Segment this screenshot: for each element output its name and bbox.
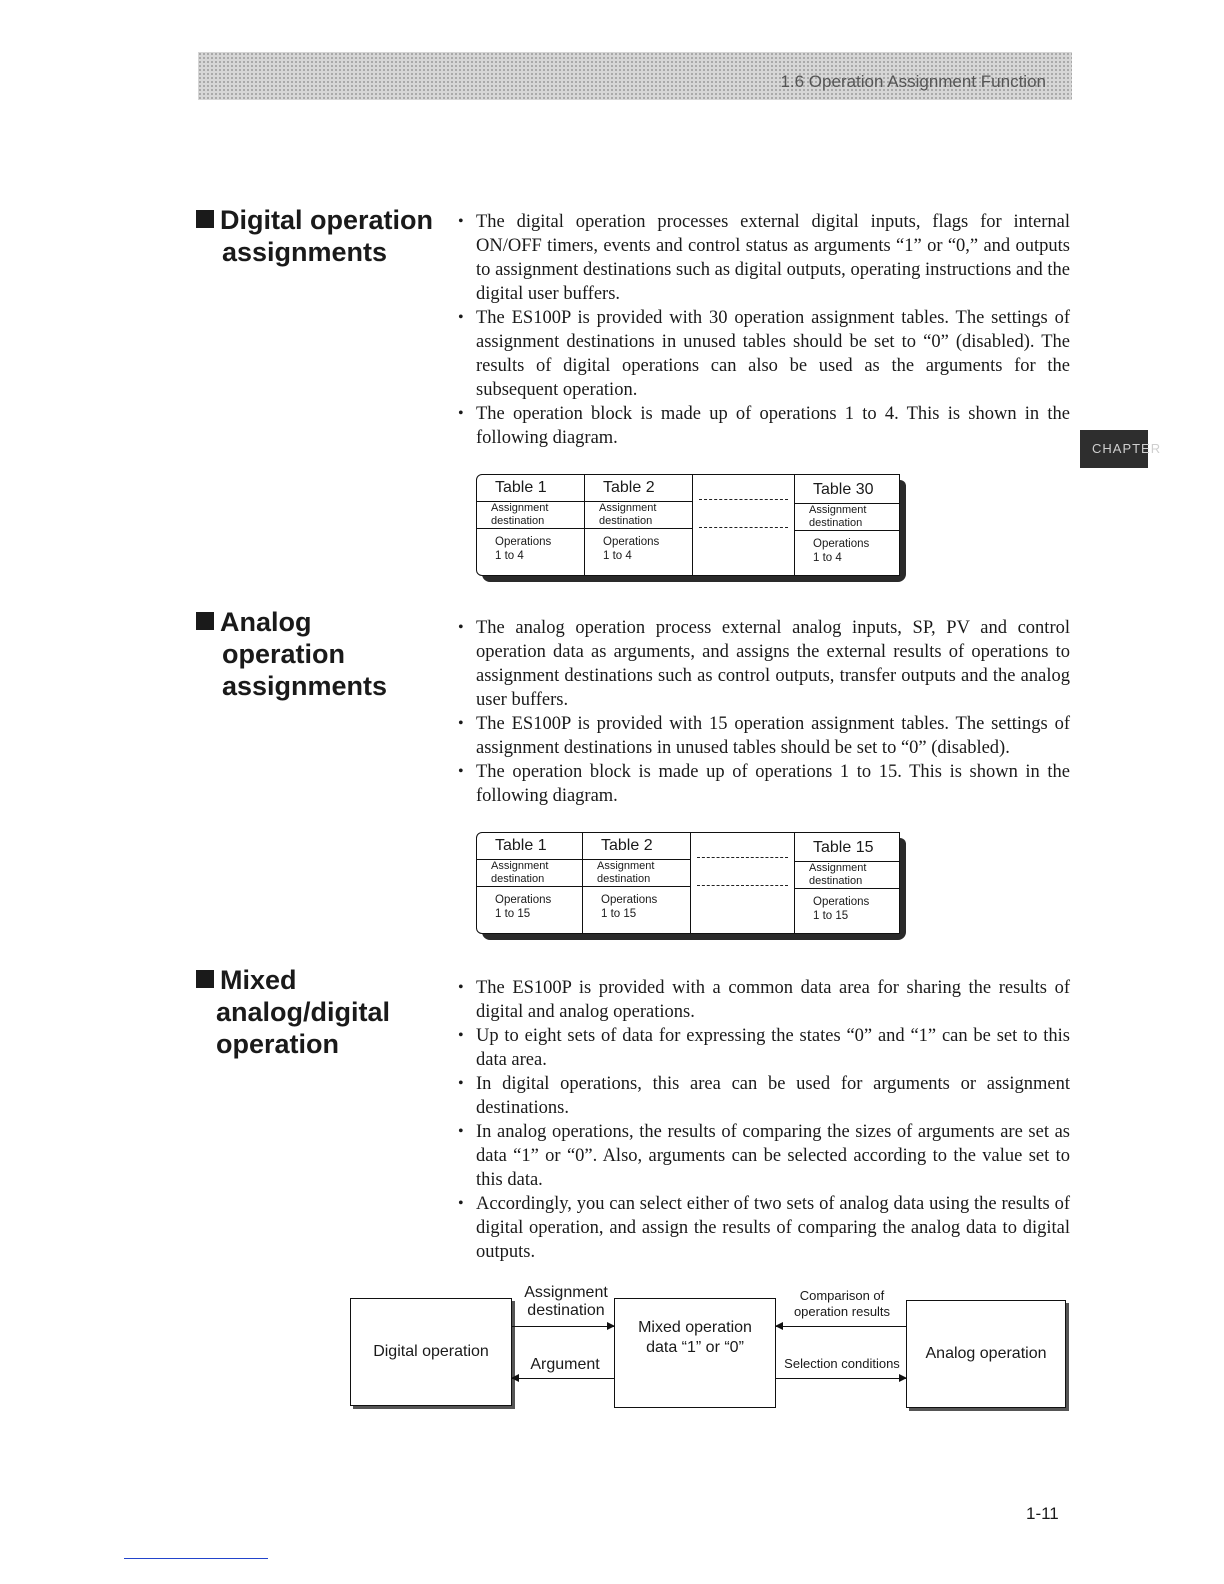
heading-mixed-line1: Mixed xyxy=(220,965,297,995)
heading-analog-line2: operation xyxy=(222,639,346,669)
heading-mixed-line3: operation xyxy=(216,1029,340,1059)
digital-bullets xyxy=(458,210,1070,450)
ops-range: 1 to 15 xyxy=(601,908,637,920)
assign-label: Assignment xyxy=(597,860,655,872)
analog-bullet-1: • The analog operation process external analog inputs, SP, PV and control operation data as arguments, and assigns the external results of operations to assignment destinations such as control outputs, transfer outputs and the analog user buffers. xyxy=(458,616,1070,712)
ops-range: 1 to 15 xyxy=(495,908,531,920)
ops-range: 1 to 15 xyxy=(813,910,849,922)
mixed-bullet-4: • In analog operations, the results of comparing the sizes of arguments are set as data “1” or “0”. Also, arguments can be selected according to the value set to this data. xyxy=(458,1120,1070,1192)
mixed-bullet-2: • Up to eight sets of data for expressing the states “0” and “1” can be set to this data area. xyxy=(458,1024,1070,1072)
table-col-assign xyxy=(795,861,899,889)
table-col-title: Table 1 xyxy=(495,837,547,854)
comparison-text: operation results xyxy=(793,1304,891,1319)
heading-digital xyxy=(196,204,433,268)
square-bullet-icon xyxy=(196,612,214,630)
assignment-destination-label xyxy=(514,1284,618,1320)
table-col-2 xyxy=(585,475,693,575)
table-col-ops xyxy=(495,535,551,563)
table-col-title: Table 30 xyxy=(813,481,874,498)
square-bullet-icon xyxy=(196,210,214,228)
digital-operation-box: Digital operation xyxy=(350,1298,512,1406)
header-band xyxy=(198,52,1072,100)
table-col-ops xyxy=(495,893,551,921)
dashed-line xyxy=(697,885,788,886)
assign-label: destination xyxy=(597,873,651,885)
page-number: 1-11 xyxy=(1026,1504,1059,1523)
heading-mixed-line2: analog/digital xyxy=(216,997,391,1027)
assign-text: Assignment xyxy=(524,1284,608,1301)
heading-mixed xyxy=(196,964,390,1060)
mixed-operation-box xyxy=(614,1298,776,1408)
table-col-assign xyxy=(477,859,582,887)
table-col-ops xyxy=(601,893,657,921)
assign-label: destination xyxy=(491,873,545,885)
ops-label: Operations xyxy=(495,894,552,906)
analog-table-diagram xyxy=(476,832,906,940)
mixed-bullet-3: • In digital operations, this area can be used for arguments or assignment destinations. xyxy=(458,1072,1070,1120)
assign-label: Assignment xyxy=(491,502,549,514)
mixed-bullet-1: • The ES100P is provided with a common data area for sharing the results of digital and analog operations. xyxy=(458,976,1070,1024)
table-col-ops xyxy=(813,895,869,923)
mixed-bullet-5: • Accordingly, you can select either of two sets of analog data using the results of digital operation, and assign the results of comparing the analog data to digital outputs. xyxy=(458,1192,1070,1264)
mixed-bullets xyxy=(458,976,1070,1264)
dashed-line xyxy=(697,857,788,858)
table-col-last xyxy=(795,833,899,933)
table-col-gap xyxy=(691,833,795,933)
dashed-line xyxy=(699,527,788,528)
ops-label: Operations xyxy=(601,894,658,906)
ops-range: 1 to 4 xyxy=(813,552,842,564)
arrow-left-icon xyxy=(512,1378,614,1379)
table-col-title: Table 1 xyxy=(495,479,547,496)
digital-bullet-2: • The ES100P is provided with 30 operation assignment tables. The settings of assignment destinations in unused tables should be set to “0” (disabled). The results of digital operations can also be used as the arguments for the subsequent operation. xyxy=(458,306,1070,402)
argument-label: Argument xyxy=(530,1356,600,1373)
table-col-assign xyxy=(583,859,690,887)
analog-bullet-2: • The ES100P is provided with 15 operation assignment tables. The settings of assignment destinations in unused tables should be set to “0” (disabled). xyxy=(458,712,1070,760)
analog-bullet-3: • The operation block is made up of operations 1 to 15. This is shown in the following diagram. xyxy=(458,760,1070,808)
ops-label: Operations xyxy=(813,896,870,908)
table-col-ops xyxy=(813,537,869,565)
assign-text: destination xyxy=(527,1302,605,1319)
assign-label: destination xyxy=(809,875,863,887)
mixed-operation-diagram xyxy=(348,1282,1070,1414)
chapter-tab: CHAPTER xyxy=(1080,430,1148,468)
mixed-box-text: data “1” or “0” xyxy=(646,1339,744,1356)
digital-bullet-3: • The operation block is made up of operations 1 to 4. This is shown in the following diagram. xyxy=(458,402,1070,450)
analog-operation-box: Analog operation xyxy=(906,1300,1066,1408)
assign-label: Assignment xyxy=(809,504,867,516)
arrow-right-icon xyxy=(776,1378,906,1379)
comparison-text: Comparison of xyxy=(799,1288,885,1303)
heading-analog xyxy=(196,606,387,702)
table-col-1 xyxy=(477,475,585,575)
assign-label: destination xyxy=(599,515,653,527)
mixed-box-text: Mixed operation xyxy=(638,1319,752,1336)
assign-label: destination xyxy=(491,515,545,527)
assign-label: Assignment xyxy=(809,862,867,874)
selection-conditions-label: Selection conditions xyxy=(784,1356,900,1371)
table-frame xyxy=(476,474,900,576)
ops-label: Operations xyxy=(603,536,660,548)
table-frame xyxy=(476,832,900,934)
table-col-assign xyxy=(477,501,584,529)
table-col-assign xyxy=(795,503,899,531)
table-col-ops xyxy=(603,535,659,563)
arrow-left-icon xyxy=(776,1326,906,1327)
digital-bullet-1: • The digital operation processes external digital inputs, flags for internal ON/OFF timers, events and control status as arguments “1” or “0,” and outputs to assignment destinations such as digital outputs, operating instructions and the digital user buffers. xyxy=(458,210,1070,306)
square-bullet-icon xyxy=(196,970,214,988)
table-col-1 xyxy=(477,833,583,933)
ops-label: Operations xyxy=(495,536,552,548)
arrow-right-icon xyxy=(512,1326,614,1327)
section-title: 1.6 Operation Assignment Function xyxy=(780,72,1046,91)
table-col-title: Table 2 xyxy=(603,479,655,496)
table-col-2 xyxy=(583,833,691,933)
heading-digital-line1: Digital operation xyxy=(220,205,434,235)
footer-rule xyxy=(124,1558,268,1559)
digital-table-diagram xyxy=(476,474,906,582)
heading-analog-line1: Analog xyxy=(220,607,312,637)
dashed-line xyxy=(699,499,788,500)
table-col-title: Table 2 xyxy=(601,837,653,854)
ops-label: Operations xyxy=(813,538,870,550)
analog-bullets xyxy=(458,616,1070,808)
table-col-assign xyxy=(585,501,692,529)
assign-label: destination xyxy=(809,517,863,529)
assign-label: Assignment xyxy=(599,502,657,514)
assign-label: Assignment xyxy=(491,860,549,872)
comparison-label xyxy=(780,1288,904,1320)
table-col-gap xyxy=(693,475,795,575)
heading-digital-line2: assignments xyxy=(222,237,388,267)
table-col-last xyxy=(795,475,899,575)
heading-analog-line3: assignments xyxy=(222,671,388,701)
ops-range: 1 to 4 xyxy=(603,550,632,562)
table-col-title: Table 15 xyxy=(813,839,874,856)
ops-range: 1 to 4 xyxy=(495,550,524,562)
